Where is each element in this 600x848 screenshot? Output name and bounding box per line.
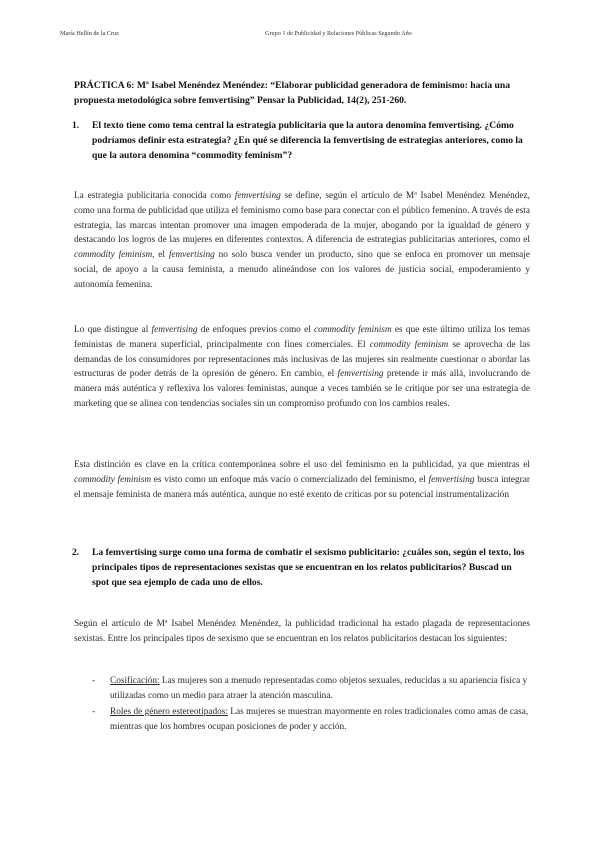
list-text: Las mujeres son a menudo representadas como objetos sexuales, reducidas a su apariencia física y utilizadas como un medio para atraer la atención masculina. (110, 676, 528, 701)
document-title: PRÁCTICA 6: Mª Isabel Menéndez Menéndez: “Elaborar publicidad generadora de feminismo: hacia una propuesta metodológica sobre femvertising” Pensar la Publicidad, 14(2), 251-260. (74, 80, 511, 106)
list-item (92, 674, 532, 704)
page-header (60, 30, 560, 37)
question-1-number: 1. (72, 120, 80, 131)
question-1 (72, 118, 530, 163)
question-1-text: El texto tiene como tema central la estrategia publicitaria que la autora denomina femvertising. ¿Cómo podríamos definir esta estrategia? ¿En qué se diferencia la femvertising de estrategias anteriores, como la que la autora denomina “commodity feminism”? (92, 120, 523, 161)
list-term: Roles de género estereotipados: (110, 707, 228, 717)
header-course: Grupo 1 de Publicidad y Relaciones Públicas Segundo Año (265, 30, 412, 37)
list-text: Las mujeres se muestran mayormente en roles tradicionales como amas de casa, mientras que los hombres ocupan posiciones de poder y acción. (110, 707, 529, 732)
question-2-text: La femvertising surge como una forma de combatir el sexismo publicitario: ¿cuáles son, según el texto, los principales tipos de representaciones sexistas que se encuentran en los relatos publicitarios? Buscad un spot que sea ejemplo de cada uno de ellos. (92, 547, 525, 588)
answer-2-intro: Según el artículo de Mª Isabel Menéndez Menéndez, la publicidad tradicional ha estado plagada de representaciones sexistas. Entre los principales tipos de sexismo que se encuentran en los relatos publicitarios destacan los siguientes: (74, 619, 530, 644)
answer-1-paragraph-2: Lo que distingue al femvertising de enfoques previos como el commodity feminism es que este último utiliza los temas feministas de manera superficial, principalmente con fines comerciales. El commodity feminism se aprovecha de las demandas de los consumidores por representaciones más inclusivas de las mujeres sin realmente cuestionar o abordar las estructuras de poder detrás de la opresión de género. En cambio, el femvertising pretende ir más allá, involucrando de manera más auténtica y reflexiva los valores feministas, aunque a veces también se le critique por ser una estrategia de marketing que se alinea con tendencias sociales sin un compromiso profundo con los cambios reales. (74, 325, 531, 409)
list-dash: - (92, 707, 96, 717)
answer-1-paragraph-1: La estrategia publicitaria conocida como femvertising se define, según el artículo de Mª Isabel Menéndez Menéndez, como una forma de publicidad que utiliza el feminismo como base para conectar con el público femenino. A través de esta estrategia, las marcas intentan promover una imagen empoderada de la mujer, abogando por la igualdad de género y destacando los logros de las mujeres en diferentes contextos. A diferencia de estrategias publicitarias anteriores, como el commodity feminism, el femvertising no solo busca vender un producto, sino que se enfoca en promover un mensaje social, de apoyo a la causa feminista, a menudo alineándose con los valores de justicia social, empoderamiento y autonomía femenina. (74, 191, 531, 290)
question-2 (72, 545, 530, 590)
list-term: Cosificación: (110, 676, 160, 686)
list-dash: - (92, 676, 96, 686)
list-item (92, 705, 532, 735)
header-author: María Hellín de la Cruz (60, 30, 119, 37)
question-2-number: 2. (72, 547, 80, 558)
answer-1-paragraph-3: Esta distinción es clave en la crítica contemporánea sobre el uso del feminismo en la publicidad, ya que mientras el commodity feminism es visto como un enfoque más vacío o comercializado del feminismo, el femvertising busca integrar el mensaje feminista de manera más auténtica, aunque no esté exento de críticas por su potencial instrumentalización (74, 460, 530, 500)
